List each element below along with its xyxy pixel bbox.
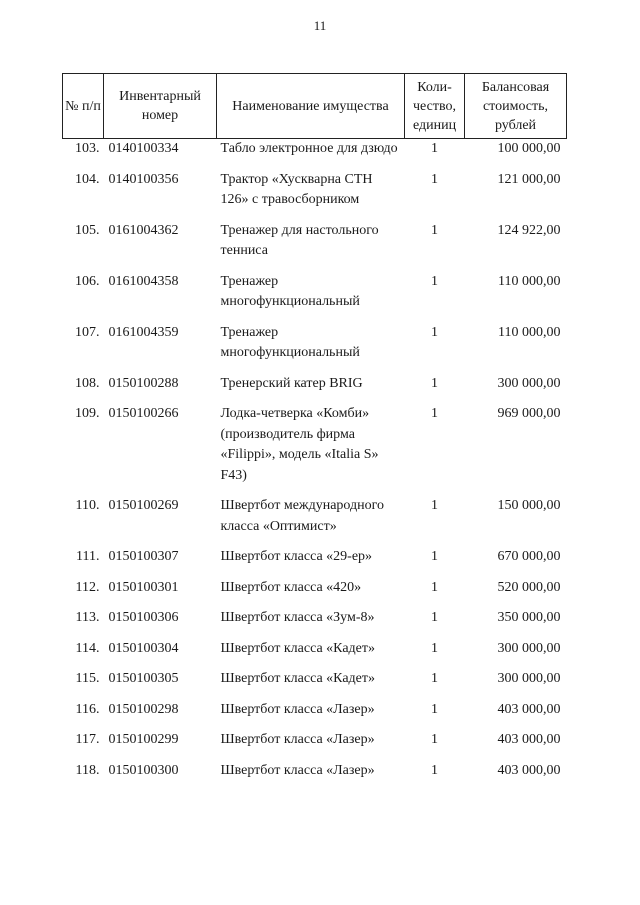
table-row bbox=[63, 221, 567, 272]
header-quantity: Коли- чество, единиц bbox=[405, 74, 465, 139]
row-book-value: 350 000,00 bbox=[497, 610, 561, 625]
table-row bbox=[63, 578, 567, 609]
row-inventory-number: 0150100307 bbox=[108, 549, 179, 564]
row-property-name: Швертбот класса «Зум-8» bbox=[220, 610, 375, 625]
row-book-value: 520 000,00 bbox=[497, 579, 561, 595]
table-row bbox=[63, 139, 567, 170]
row-property-name: Тренажер многофункциональный bbox=[220, 273, 360, 309]
row-inventory-number: 0161004358 bbox=[108, 273, 179, 289]
row-property-name: Швертбот класса «420» bbox=[220, 579, 362, 595]
row-inventory-number: 0150100266 bbox=[108, 406, 179, 421]
table-row bbox=[63, 730, 567, 761]
row-property-name: Швертбот класса «Лазер» bbox=[220, 762, 375, 778]
row-property-name: Тренажер многофункциональный bbox=[220, 324, 360, 360]
row-property-name: Швертбот класса «Лазер» bbox=[220, 732, 375, 747]
row-number: 112. bbox=[75, 579, 100, 595]
table-row bbox=[63, 496, 567, 547]
row-inventory-number: 0150100299 bbox=[108, 732, 179, 747]
row-property-name: Швертбот класса «Кадет» bbox=[220, 640, 375, 656]
row-inventory-number: 0161004362 bbox=[108, 222, 179, 238]
header-number: № п/п bbox=[63, 74, 104, 139]
row-book-value: 403 000,00 bbox=[497, 762, 561, 778]
row-number: 109. bbox=[75, 406, 100, 421]
row-quantity: 1 bbox=[431, 273, 438, 289]
table-row bbox=[63, 669, 567, 700]
row-inventory-number: 0150100304 bbox=[108, 640, 179, 656]
row-book-value: 300 000,00 bbox=[497, 375, 561, 391]
row-inventory-number: 0161004359 bbox=[108, 324, 179, 340]
table-row bbox=[63, 761, 567, 792]
row-quantity: 1 bbox=[431, 671, 438, 686]
row-property-name: Тренерский катер BRIG bbox=[220, 375, 363, 391]
row-number: 116. bbox=[75, 701, 100, 717]
row-property-name: Швертбот класса «29-ер» bbox=[220, 549, 373, 564]
row-property-name: Табло электронное для дзюдо bbox=[220, 141, 398, 156]
row-book-value: 110 000,00 bbox=[498, 273, 561, 289]
header-property-name: Наименование имущества bbox=[217, 74, 405, 139]
row-property-name: Швертбот класса «Лазер» bbox=[220, 701, 375, 717]
row-quantity: 1 bbox=[431, 579, 438, 595]
row-book-value: 300 000,00 bbox=[497, 640, 561, 656]
inventory-table bbox=[62, 73, 567, 791]
table-row bbox=[63, 547, 567, 578]
row-number: 118. bbox=[75, 762, 100, 778]
row-book-value: 150 000,00 bbox=[497, 498, 561, 513]
table-row bbox=[63, 639, 567, 670]
row-quantity: 1 bbox=[431, 498, 438, 513]
row-inventory-number: 0140100334 bbox=[108, 141, 179, 156]
table-row bbox=[63, 272, 567, 323]
row-book-value: 670 000,00 bbox=[497, 549, 561, 564]
header-book-value: Балансовая стоимость, рублей bbox=[465, 74, 567, 139]
row-number: 108. bbox=[75, 375, 100, 391]
row-property-name: Тренажер для настольного тенниса bbox=[220, 222, 379, 258]
row-quantity: 1 bbox=[431, 141, 438, 156]
row-number: 110. bbox=[75, 498, 100, 513]
row-book-value: 124 922,00 bbox=[497, 222, 561, 238]
row-number: 115. bbox=[75, 671, 100, 686]
table-row bbox=[63, 170, 567, 221]
row-quantity: 1 bbox=[431, 640, 438, 656]
row-inventory-number: 0140100356 bbox=[108, 171, 179, 187]
row-quantity: 1 bbox=[431, 701, 438, 717]
row-book-value: 969 000,00 bbox=[497, 406, 561, 421]
row-number: 114. bbox=[75, 640, 100, 656]
row-quantity: 1 bbox=[431, 171, 438, 187]
row-inventory-number: 0150100305 bbox=[108, 671, 179, 686]
row-book-value: 300 000,00 bbox=[497, 671, 561, 686]
row-quantity: 1 bbox=[431, 610, 438, 625]
row-book-value: 121 000,00 bbox=[497, 171, 561, 187]
row-inventory-number: 0150100300 bbox=[108, 762, 179, 778]
row-number: 111. bbox=[76, 549, 100, 564]
row-inventory-number: 0150100288 bbox=[108, 375, 179, 391]
row-inventory-number: 0150100269 bbox=[108, 498, 179, 513]
row-inventory-number: 0150100301 bbox=[108, 579, 179, 595]
table-row bbox=[63, 700, 567, 731]
row-inventory-number: 0150100298 bbox=[108, 701, 179, 717]
row-inventory-number: 0150100306 bbox=[108, 610, 179, 625]
row-number: 117. bbox=[75, 732, 100, 747]
row-number: 104. bbox=[75, 171, 100, 187]
table-row bbox=[63, 404, 567, 496]
row-number: 107. bbox=[75, 324, 100, 340]
table-row bbox=[63, 608, 567, 639]
row-book-value: 403 000,00 bbox=[497, 701, 561, 717]
header-inventory-number: Инвентарный номер bbox=[104, 74, 217, 139]
row-quantity: 1 bbox=[431, 549, 438, 564]
row-book-value: 110 000,00 bbox=[498, 324, 561, 340]
row-book-value: 403 000,00 bbox=[497, 732, 561, 747]
row-quantity: 1 bbox=[431, 324, 438, 340]
table-header bbox=[63, 74, 567, 139]
row-property-name: Швертбот международного класса «Оптимист» bbox=[220, 498, 385, 534]
row-property-name: Швертбот класса «Кадет» bbox=[220, 671, 375, 686]
row-book-value: 100 000,00 bbox=[497, 141, 561, 156]
row-property-name: Трактор «Хускварна CTH 126» с травосборником bbox=[220, 171, 373, 207]
row-number: 113. bbox=[75, 610, 100, 625]
row-number: 105. bbox=[75, 222, 100, 238]
row-quantity: 1 bbox=[431, 222, 438, 238]
row-quantity: 1 bbox=[431, 406, 438, 421]
row-quantity: 1 bbox=[431, 375, 438, 391]
row-number: 106. bbox=[75, 273, 100, 289]
table-row bbox=[63, 374, 567, 405]
row-quantity: 1 bbox=[431, 762, 438, 778]
row-number: 103. bbox=[75, 141, 100, 156]
row-property-name: Лодка-четверка «Комби» (производитель фирма «Filippi», модель «Italia S» F43) bbox=[220, 406, 379, 483]
table-body bbox=[63, 139, 567, 792]
page-number: 11 bbox=[313, 18, 327, 33]
row-quantity: 1 bbox=[431, 732, 438, 747]
table-row bbox=[63, 323, 567, 374]
